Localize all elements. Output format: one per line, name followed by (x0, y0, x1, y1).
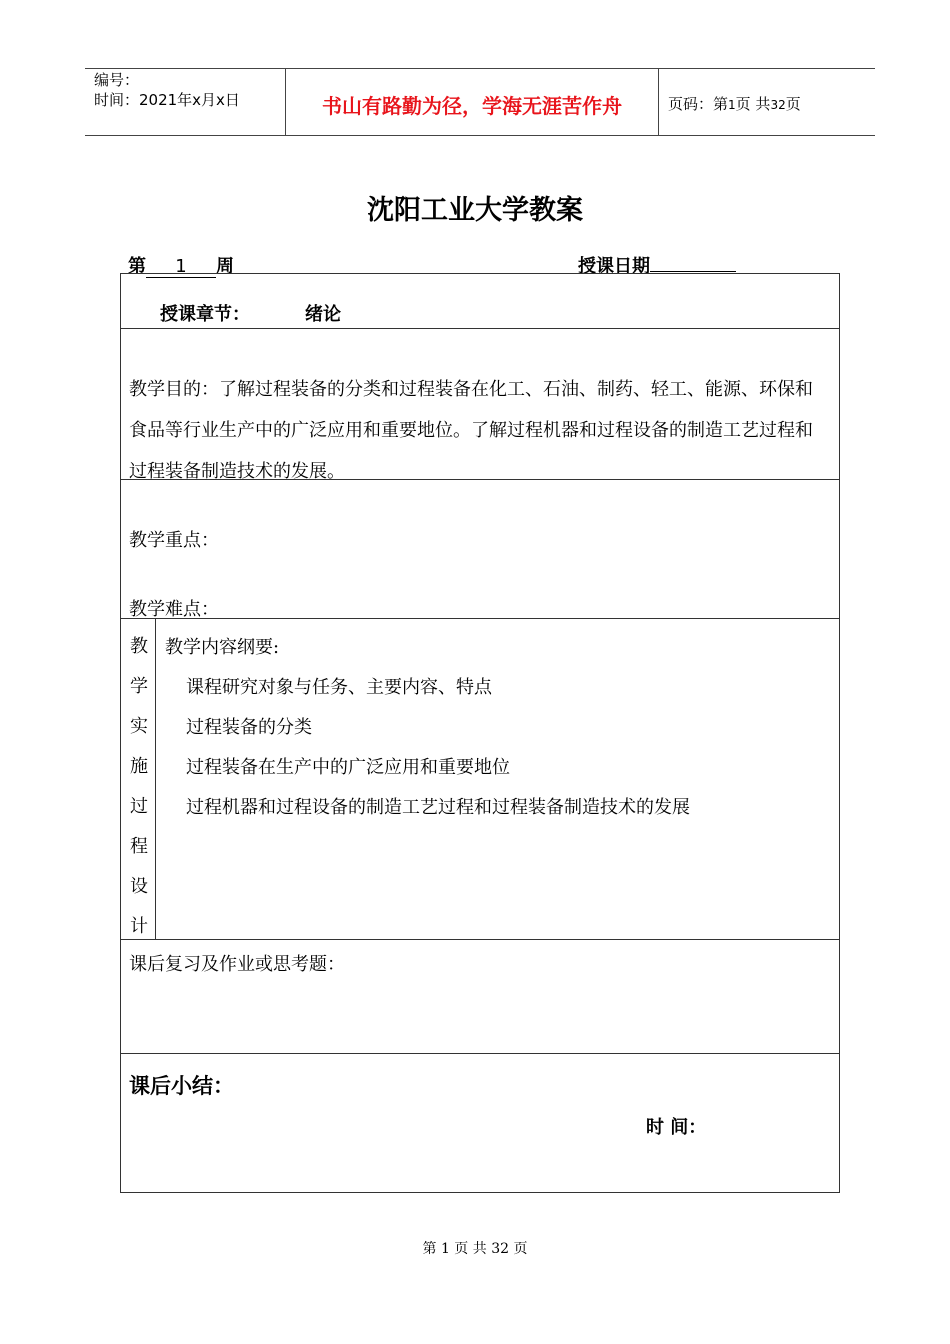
outline-title: 教学内容纲要: (165, 637, 280, 658)
table-rule (120, 328, 840, 329)
week-number: 1 (146, 256, 216, 278)
page-title: 沈阳工业大学教案 (367, 195, 583, 226)
key-points: 教学重点： (129, 530, 219, 551)
list-item: 过程装备在生产中的广泛应用和重要地位 (186, 757, 510, 778)
header-top-rule (85, 68, 875, 69)
list-item: 课程研究对象与任务、主要内容、特点 (186, 677, 492, 698)
number-label: 编号： (94, 71, 140, 89)
table-rule (120, 939, 840, 940)
date-line: 授课日期 (578, 252, 736, 278)
table-rule (120, 618, 840, 619)
header-divider (658, 68, 659, 136)
process-design-label: 教 学 实 施 过 程 设 计 (130, 636, 148, 937)
page-footer: 第 1 页 共 32 页 (422, 1241, 528, 1257)
time-label-bottom: 时 间： (646, 1117, 707, 1138)
header-bottom-rule (85, 135, 875, 136)
table-rule (120, 1053, 840, 1054)
list-item: 过程装备的分类 (186, 717, 312, 738)
time-label: 时间：2021年x月x日 (94, 91, 240, 109)
outline-list (186, 668, 690, 828)
list-item: 过程机器和过程设备的制造工艺过程和过程装备制造技术的发展 (186, 797, 690, 818)
motto: 书山有路勤为径，学海无涯苦作舟 (322, 94, 622, 118)
page-indicator: 页码：第1页 共32页 (668, 95, 801, 113)
week-line: 第 1 周 (128, 256, 234, 277)
teaching-aim: 教学目的：了解过程装备的分类和过程装备在化工、石油、制药、轻工、能源、环保和食品等行业生产中的广泛应用和重要地位。了解过程机器和过程设备的制造工艺过程和过程装备制造技术的发展。 (129, 379, 813, 482)
date-blank (650, 253, 736, 272)
difficulties: 教学难点： (129, 599, 219, 620)
chapter-row: 授课章节： 绪论 (160, 304, 341, 325)
table-column-rule (155, 618, 156, 939)
header-info (94, 70, 240, 110)
review-homework: 课后复习及作业或思考题： (129, 954, 345, 975)
lesson-summary: 课后小结： (129, 1074, 234, 1098)
